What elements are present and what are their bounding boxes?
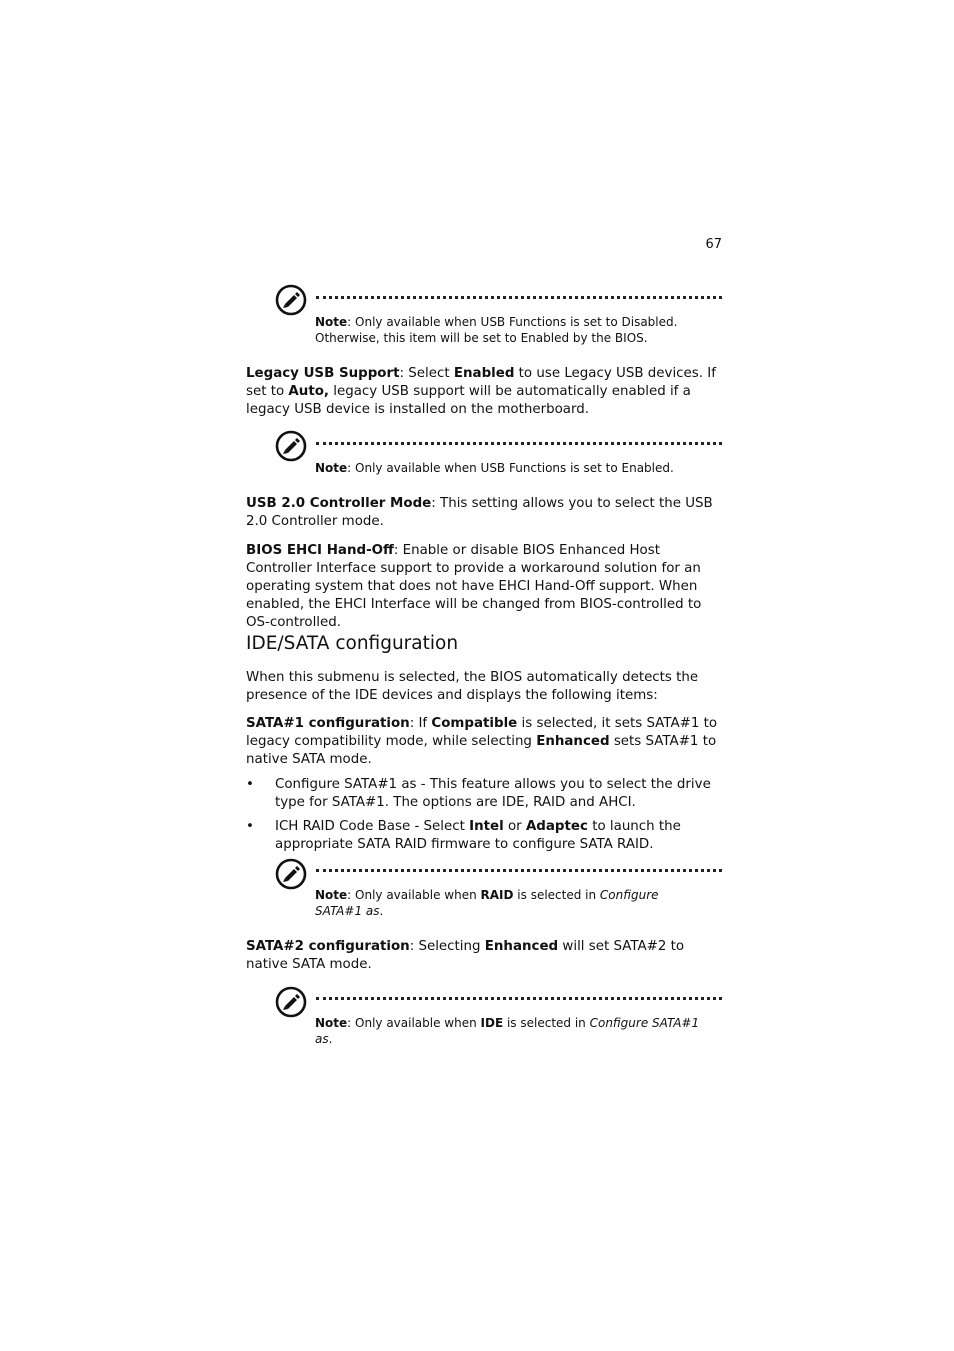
sata2-paragraph (246, 938, 724, 974)
note-label: Note (315, 1016, 348, 1030)
usb-mode-paragraph (246, 495, 724, 531)
sata1-paragraph (246, 715, 724, 769)
menu-reference: Configure SATA#1 as (315, 1016, 700, 1046)
list-item (246, 776, 724, 812)
note-pencil-icon (275, 430, 307, 462)
option: IDE (480, 1016, 504, 1030)
note-divider (316, 997, 722, 1000)
note-divider (316, 296, 722, 299)
page-number: 67 (705, 237, 722, 252)
ehci-paragraph (246, 542, 724, 632)
note-text: : Only available when USB Functions is set to Disabled. Otherwise, this item will be set to Enabled by the BIOS. (315, 315, 678, 345)
text: to launch the appropriate SATA RAID firmware to configure SATA RAID. (275, 819, 681, 852)
text: is selected in (513, 888, 600, 902)
text: : Only available when (347, 888, 481, 902)
note-label: Note (315, 315, 348, 329)
text: legacy USB support will be automatically enabled if a legacy USB device is installed on the motherboard. (246, 384, 691, 417)
note-2 (315, 460, 710, 476)
option: Intel (469, 819, 504, 834)
note-1 (315, 314, 710, 346)
option: RAID (480, 888, 514, 902)
list-item-text: Configure SATA#1 as - This feature allows you to select the drive type for SATA#1. The options are IDE, RAID and AHCI. (275, 777, 711, 810)
note-pencil-icon (275, 986, 307, 1018)
text: ICH RAID Code Base - Select (275, 819, 470, 834)
text: : Select (399, 366, 454, 381)
note-label: Note (315, 888, 348, 902)
text: sets SATA#1 to native SATA mode. (246, 734, 717, 767)
list-item-text (275, 818, 724, 854)
section-heading: IDE/SATA configuration (246, 633, 459, 654)
option: Auto, (288, 384, 330, 399)
term: SATA#1 configuration (246, 716, 410, 731)
text: . (379, 904, 384, 918)
option: Enhanced (536, 734, 610, 749)
option: Enhanced (484, 939, 559, 954)
text: or (503, 819, 526, 834)
text: . (328, 1032, 333, 1046)
term: Legacy USB Support (246, 366, 400, 381)
text: : Enable or disable BIOS Enhanced Host Controller Interface support to provide a workaround solution for an operating system that does not have EHCI Hand-Off support. When enabled, the EHCI Interface will be changed from BIOS-controlled to OS-controlled. (246, 543, 702, 630)
text: is selected in (503, 1016, 590, 1030)
term: SATA#2 configuration (246, 939, 410, 954)
term: USB 2.0 Controller Mode (246, 496, 432, 511)
note-3 (315, 887, 707, 919)
legacy-usb-paragraph (246, 365, 724, 419)
intro-paragraph: When this submenu is selected, the BIOS automatically detects the presence of the IDE devices and displays the following items: (246, 670, 699, 703)
text: : This setting allows you to select the USB 2.0 Controller mode. (246, 496, 713, 529)
note-4 (315, 1015, 715, 1047)
text: : If (409, 716, 432, 731)
text: to use Legacy USB devices. If set to (246, 366, 716, 399)
text: is selected, it sets SATA#1 to legacy compatibility mode, while selecting (246, 716, 718, 749)
list-item (246, 818, 724, 854)
note-divider (316, 869, 722, 872)
term: BIOS EHCI Hand-Off (246, 543, 394, 558)
text: : Only available when (347, 1016, 481, 1030)
option: Compatible (431, 716, 518, 731)
menu-reference: Configure SATA#1 as (315, 888, 659, 918)
bullet-dot: • (246, 777, 254, 792)
note-text: : Only available when USB Functions is set to Enabled. (347, 461, 674, 475)
note-label: Note (315, 461, 348, 475)
note-divider (316, 442, 722, 445)
option: Adaptec (525, 819, 588, 834)
note-pencil-icon (275, 284, 307, 316)
bullet-dot: • (246, 819, 254, 834)
option: Enabled (453, 366, 515, 381)
text: : Selecting (409, 939, 485, 954)
text: will set SATA#2 to native SATA mode. (246, 939, 685, 972)
note-pencil-icon (275, 858, 307, 890)
